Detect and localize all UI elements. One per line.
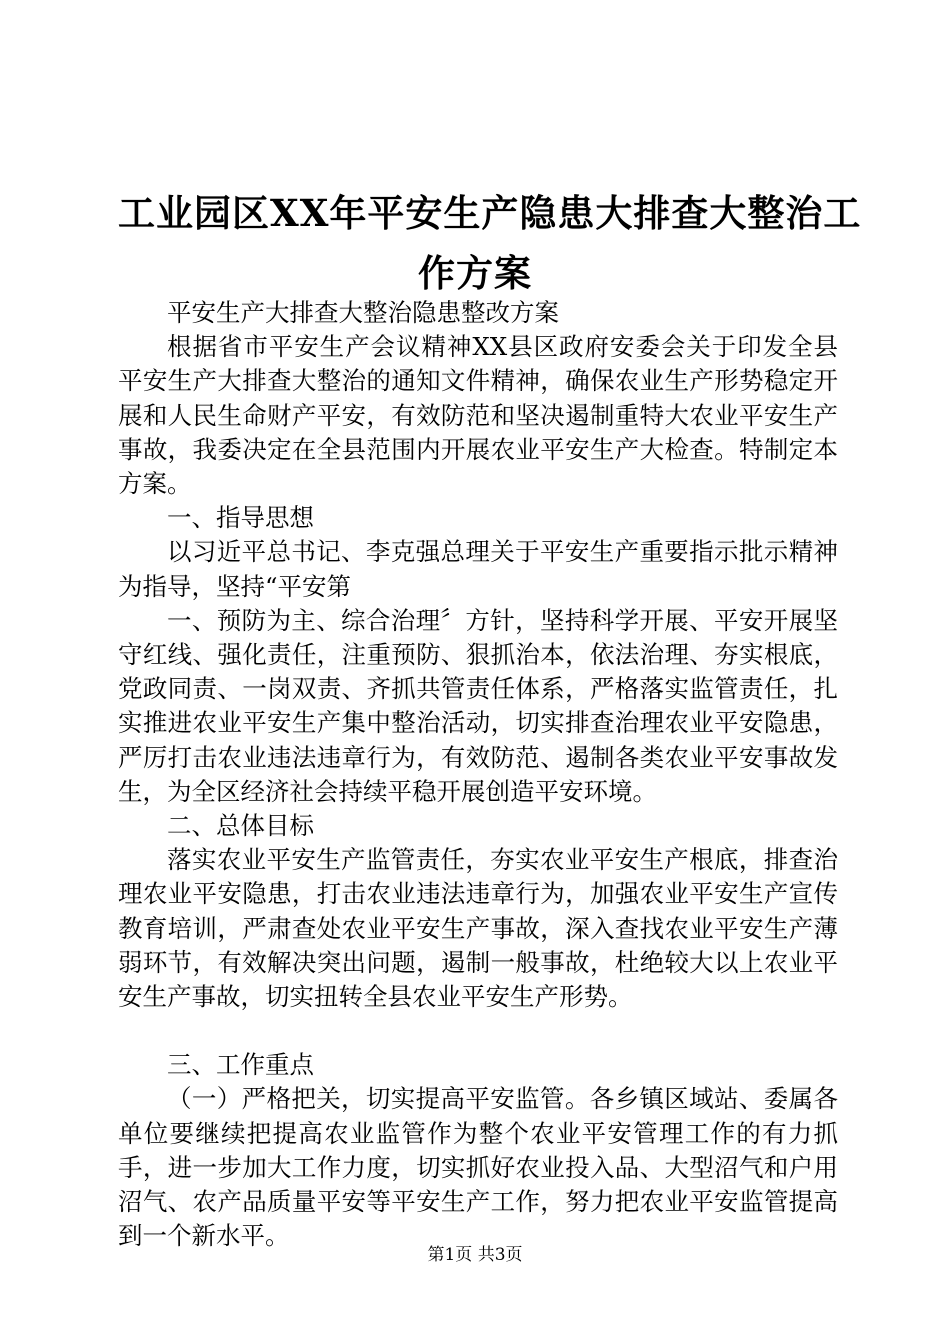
document-title-line-2: 作方案 (418, 251, 532, 295)
paragraph-overall-goal: 落实农业平安生产监管责任，夯实农业平安生产根底，排查治理农业平安隐患，打击农业违法违章行为，加强农业平安生产宣传教育培训，严肃查处农业平安生产事故，深入查找农业平安生产薄弱环节，有效解决突出问题，遏制一般事故，杜绝较大以上农业平安生产事故，切实扭转全县农业平安生产形势。 (118, 845, 838, 1012)
document-body (118, 296, 838, 1253)
paragraph-subtitle: 平安生产大排查大整治隐患整改方案 (167, 298, 559, 327)
section-heading-overall-goal: 二、总体目标 (167, 811, 314, 841)
paragraph-work-focus-1: （一）严格把关，切实提高平安监管。各乡镇区域站、委属各单位要继续把提高农业监管作为整个农业平安管理工作的有力抓手，进一步加大工作力度，切实抓好农业投入品、大型沼气和户用沼气、农产品质量平安等平安生产工作，努力把农业平安监管提高到一个新水平。 (118, 1084, 838, 1251)
section-heading-guiding-ideology: 一、指导思想 (167, 503, 314, 533)
paragraph-intro: 根据省市平安生产会议精神XX县区政府安委会关于印发全县平安生产大排查大整治的通知文件精神，确保农业生产形势稳定开展和人民生命财产平安，有效防范和坚决遏制重特大农业平安生产事故，我委决定在全县范围内开展农业平安生产大检查。特制定本方案。 (118, 332, 838, 499)
paragraph-guiding-ideology: 以习近平总书记、李克强总理关于平安生产重要指示批示精神为指导，坚持“平安第 (118, 537, 838, 601)
paragraph-guiding-ideology-cont: 一、预防为主、综合治理〞方针，坚持科学开展、平安开展坚守红线、强化责任，注重预防、狠抓治本，依法治理、夯实根底，党政同责、一岗双责、齐抓共管责任体系，严格落实监管责任，扎实推进农业平安生产集中整治活动，切实排查治理农业平安隐患，严厉打击农业违法违章行为，有效防范、遏制各类农业平安事故发生，为全区经济社会持续平稳开展创造平安环境。 (118, 605, 838, 806)
section-heading-work-focus: 三、工作重点 (167, 1050, 314, 1080)
page-footer: 第1页 共3页 (427, 1245, 523, 1265)
document-title-line-1: 工业园区XX年平安生产隐患大排查大整治工 (118, 191, 862, 235)
